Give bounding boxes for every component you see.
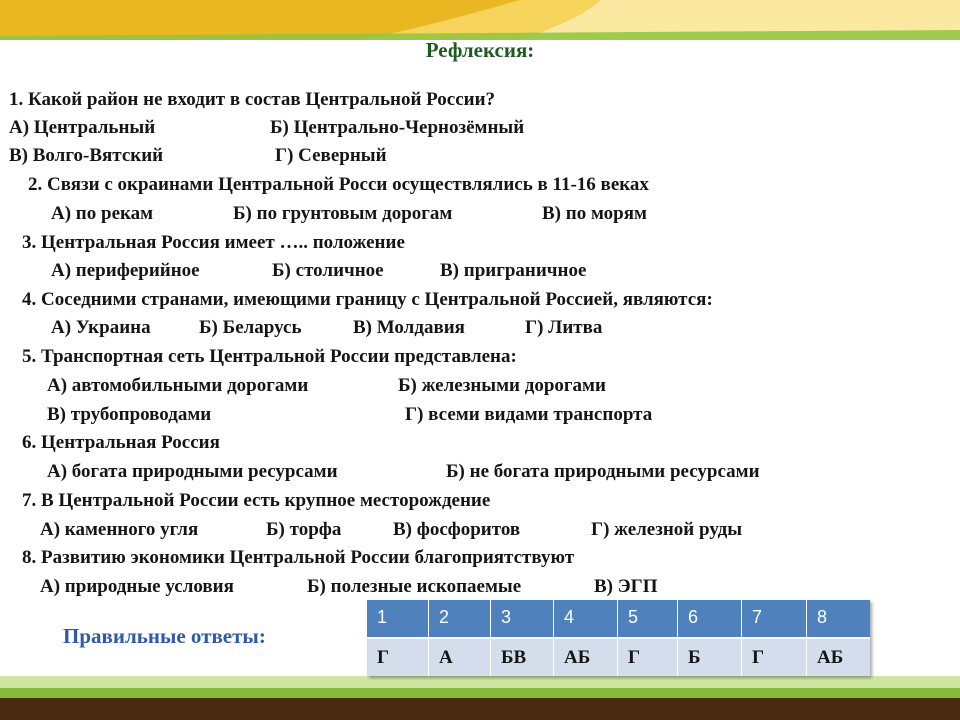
question-1-option-a: А) Центральный: [9, 117, 156, 138]
answers-header-row: [367, 600, 870, 637]
question-3-option-b: Б) столичное: [272, 260, 384, 281]
question-8-option-a: А) природные условия: [40, 576, 234, 597]
question-7-option-a: А) каменного угля: [40, 519, 199, 540]
answers-header-cell: 4: [554, 600, 618, 637]
answers-header-cell: 5: [618, 600, 678, 637]
question-1-option-c: В) Волго-Вятский: [9, 145, 164, 166]
question-5-option-d: Г) всеми видами транспорта: [405, 404, 653, 425]
question-4-option-d: Г) Литва: [525, 317, 603, 338]
question-6-option-a: А) богата природными ресурсами: [47, 461, 338, 482]
answers-header-cell: 8: [817, 607, 828, 627]
answers-value-cell: Г: [367, 637, 429, 676]
top-decorative-banner: [0, 0, 960, 40]
question-4-option-a: А) Украина: [51, 317, 151, 338]
question-5-text: 5. Транспортная сеть Центральной России представлена:: [22, 346, 517, 367]
answers-value-cell: А: [429, 637, 491, 676]
answers-label: Правильные ответы:: [63, 624, 266, 648]
question-2-text: 2. Связи с окраинами Центральной Росси осуществлялись в 11-16 веках: [28, 174, 649, 195]
question-2-option-a: А) по рекам: [51, 203, 154, 224]
answers-header-cell: 1: [367, 600, 429, 637]
question-4-option-c: В) Молдавия: [353, 317, 465, 338]
answers-value-cell: Г: [618, 637, 678, 676]
question-3-option-c: В) приграничное: [440, 260, 587, 281]
answers-value-cell: АБ: [807, 637, 870, 676]
question-6-option-b: Б) не богата природными ресурсами: [446, 461, 760, 482]
question-6-text: 6. Центральная Россия: [22, 432, 220, 453]
answers-value-cell: АБ: [554, 637, 618, 676]
question-1-option-b: Б) Центрально-Чернозёмный: [270, 117, 525, 138]
answers-header-cell: 2: [429, 600, 491, 637]
answers-table: [367, 600, 870, 676]
answers-values-row: [367, 637, 870, 676]
question-1-option-d: Г) Северный: [275, 145, 387, 166]
slide-title: Рефлексия:: [425, 38, 535, 62]
question-4-text: 4. Соседними странами, имеющими границу с Центральной Россией, являются:: [22, 289, 713, 310]
question-4-option-b: Б) Беларусь: [199, 317, 302, 338]
question-1-text: 1. Какой район не входит в состав Центральной России?: [9, 89, 496, 110]
question-7-text: 7. В Центральной России есть крупное месторождение: [22, 490, 491, 511]
question-3-option-a: А) периферийное: [51, 260, 200, 281]
question-2-option-b: Б) по грунтовым дорогам: [233, 203, 453, 224]
question-2-option-c: В) по морям: [542, 203, 647, 224]
question-5-option-c: В) трубопроводами: [47, 404, 212, 425]
answers-value-cell: Г: [742, 637, 807, 676]
question-7-option-d: Г) железной руды: [591, 519, 743, 540]
answers-header-cell: 6: [678, 600, 742, 637]
question-5-option-b: Б) железными дорогами: [398, 375, 606, 396]
question-7-option-b: Б) торфа: [266, 519, 342, 540]
question-7-option-c: В) фосфоритов: [393, 519, 521, 540]
question-3-text: 3. Центральная Россия имеет ….. положение: [22, 232, 405, 253]
answers-header-cell: 7: [742, 600, 807, 637]
question-8-text: 8. Развитию экономики Центральной России благоприятствуют: [22, 547, 575, 568]
answers-value-cell: БВ: [491, 637, 554, 676]
answers-header-cell: 3: [491, 600, 554, 637]
question-8-option-c: В) ЭГП: [594, 576, 658, 597]
question-8-option-b: Б) полезные ископаемые: [307, 576, 522, 597]
question-5-option-a: А) автомобильными дорогами: [47, 375, 309, 396]
answers-value-cell: Б: [678, 637, 742, 676]
